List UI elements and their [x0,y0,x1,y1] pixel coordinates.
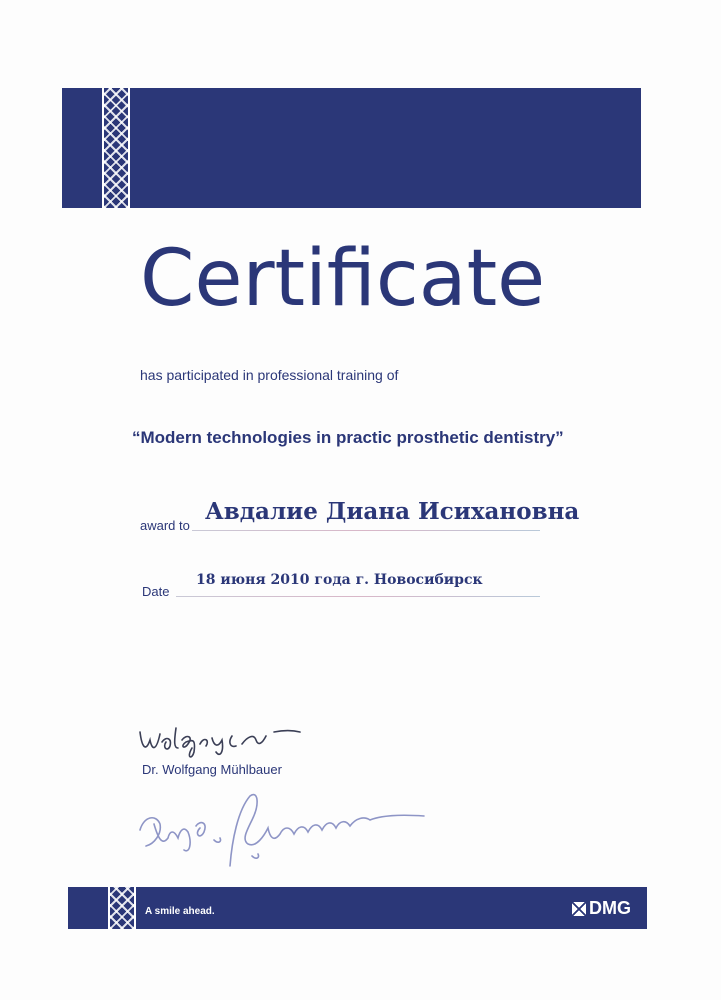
award-label: award to [140,518,190,533]
dmg-mark-icon [572,902,586,916]
recipient-underline [192,530,540,531]
date-label: Date [142,584,170,599]
signature-wolfgang [136,718,306,762]
bottom-banner [68,887,647,929]
top-banner [62,88,641,208]
intro-text: has participated in professional training of [140,367,399,383]
slogan-text: A smile ahead. [145,906,215,917]
certificate-title: Certificate [140,234,546,324]
diamond-pattern-icon [108,887,136,929]
signature-second [134,780,454,880]
diamond-pattern-icon [102,88,130,208]
recipient-name: Авдалие Диана Исихановна [205,498,580,525]
date-value: 18 июня 2010 года г. Новосибирск [196,572,483,588]
brand-name: DMG [589,898,631,918]
dmg-logo [572,898,631,919]
signer-name: Dr. Wolfgang Mühlbauer [142,762,282,777]
course-title: “Modern technologies in practic prosthetic dentistry” [132,428,564,447]
date-underline [176,596,540,597]
